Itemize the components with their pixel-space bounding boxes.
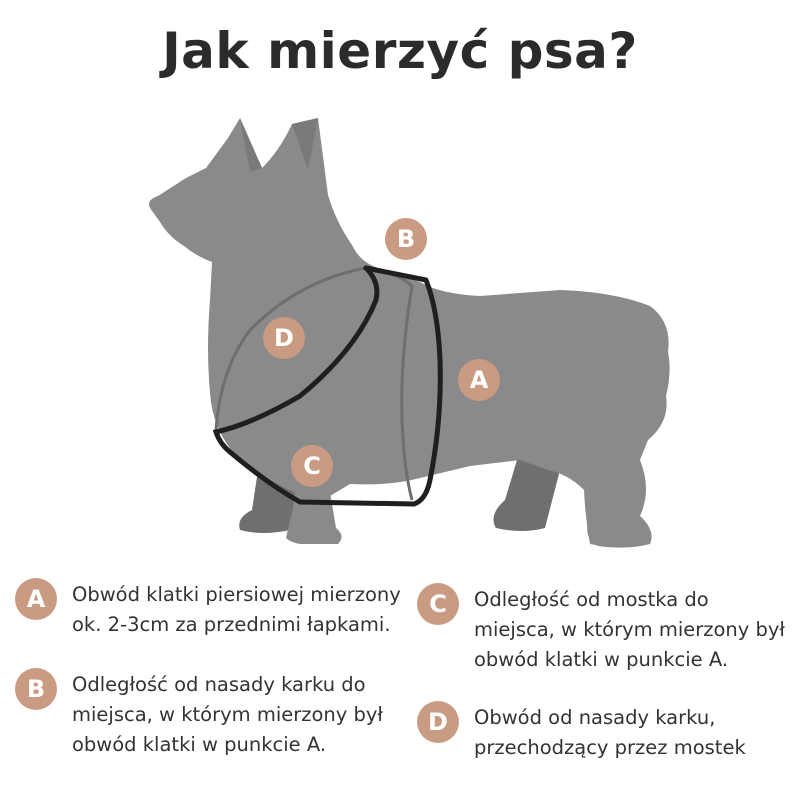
legend-badge-c: C xyxy=(417,583,459,625)
legend-line: miejsca, w którym mierzony był xyxy=(474,618,785,641)
legend-line: obwód klatki w punkcie A. xyxy=(72,733,327,756)
legend-item-d xyxy=(417,701,787,781)
legend-item-c xyxy=(417,583,787,693)
marker-c: C xyxy=(291,445,333,487)
legend-text-b xyxy=(72,670,383,760)
marker-d: D xyxy=(263,317,305,359)
legend-badge-d: D xyxy=(417,701,459,743)
legend-line: Odległość od nasady karku do xyxy=(72,673,366,696)
page-title: Jak mierzyć psa? xyxy=(162,22,638,80)
legend-line: ok. 2-3cm za przednimi łapkami. xyxy=(72,613,391,636)
legend-line: obwód klatki w punkcie A. xyxy=(474,648,729,671)
legend-line: Obwód klatki piersiowej mierzony xyxy=(72,583,401,606)
legend-text-a xyxy=(72,580,401,640)
legend-badge-a: A xyxy=(15,578,57,620)
marker-b: B xyxy=(385,218,427,260)
legend-text-d xyxy=(474,703,746,763)
legend-line: Obwód od nasady karku, xyxy=(474,706,716,729)
legend-line: przechodzący przez mostek xyxy=(474,736,746,759)
legend-item-a xyxy=(15,578,405,658)
near-front-leg xyxy=(289,486,341,544)
legend-line: Odległość od mostka do xyxy=(474,588,709,611)
legend-item-b xyxy=(15,668,405,778)
legend-line: miejsca, w którym mierzony był xyxy=(72,703,383,726)
marker-a: A xyxy=(458,359,500,401)
legend-text-c xyxy=(474,585,785,675)
legend-badge-b: B xyxy=(15,668,57,710)
